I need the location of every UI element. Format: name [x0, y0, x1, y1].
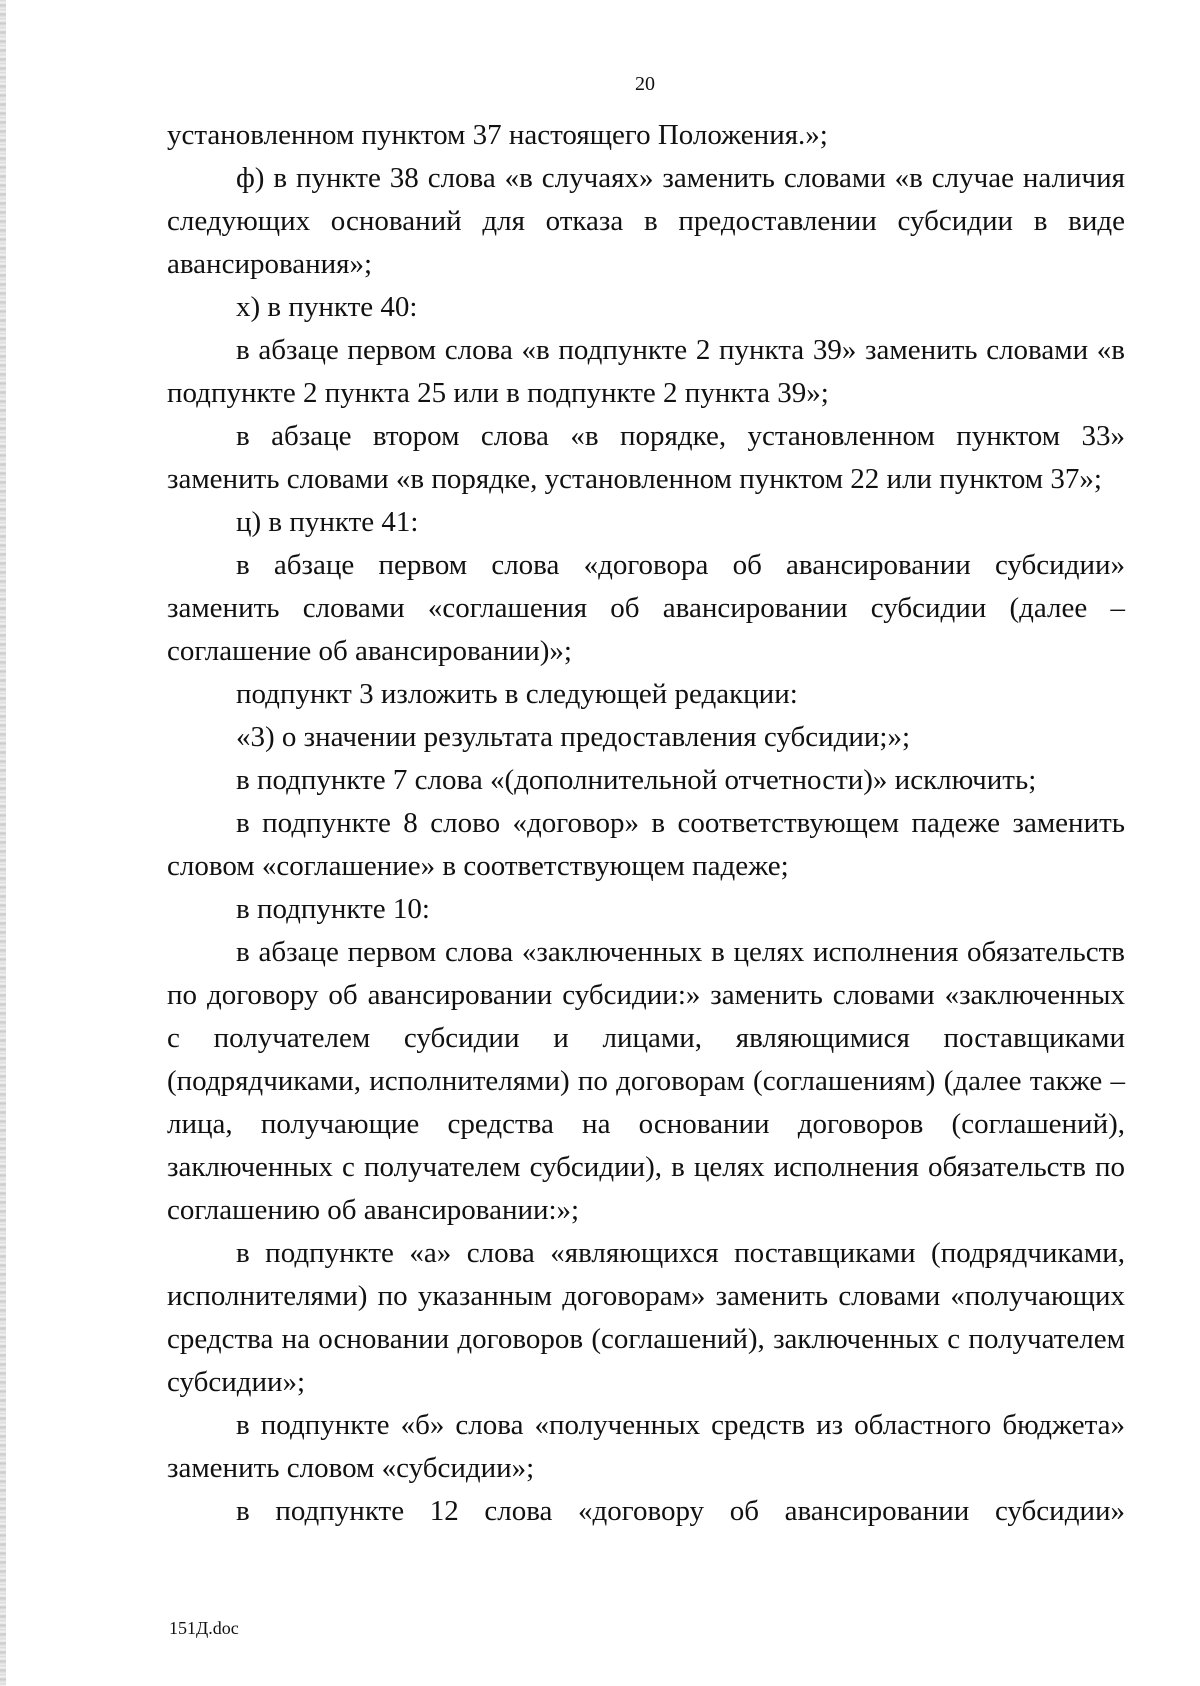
paragraph: ф) в пункте 38 слова «в случаях» заменить словами «в случае наличия следующих оснований для отказа в предоставлении субсидии в виде авансирования»; [167, 162, 1125, 280]
page-number: 20 [635, 73, 655, 95]
paragraph: подпункт 3 изложить в следующей редакции: [236, 678, 798, 710]
paragraph: в подпункте 10: [236, 893, 430, 925]
paragraph: установленном пунктом 37 настоящего Положения.»; [167, 119, 828, 151]
paragraph: в подпункте 12 слова «договору об авансировании субсидии» [236, 1495, 1125, 1527]
scan-edge [0, 0, 6, 1686]
paragraph: в подпункте «а» слова «являющихся поставщиками (подрядчиками, исполнителями) по указанным договорам» заменить словами «получающих средства на основании договоров (соглашений), заключенных с получателем субсидии»; [167, 1237, 1125, 1398]
document-body [167, 114, 1125, 1533]
paragraph: в подпункте «б» слова «полученных средств из областного бюджета» заменить словом «субсидии»; [167, 1409, 1125, 1484]
footer-filename: 151Д.doc [169, 1618, 239, 1638]
paragraph: «3) о значении результата предоставления субсидии;»; [236, 721, 910, 753]
paragraph: ц) в пункте 41: [236, 506, 419, 538]
paragraph: в абзаце втором слова «в порядке, установленном пунктом 33» заменить словами «в порядке, установленном пунктом 22 или пунктом 37»; [167, 420, 1125, 495]
paragraph: в абзаце первом слова «заключенных в целях исполнения обязательств по договору об авансировании субсидии:» заменить словами «заключенных с получателем субсидии и лицами, являющимися поставщиками (подрядчиками, исполнителями) по договорам (соглашениям) (далее также – лица, получающие средства на основании договоров (соглашений), заключенных с получателем субсидии), в целях исполнения обязательств по соглашению об авансировании:»; [167, 936, 1125, 1226]
paragraph: в абзаце первом слова «договора об авансировании субсидии» заменить словами «соглашения об авансировании субсидии (далее – соглашение об авансировании)»; [167, 549, 1125, 667]
paragraph: в абзаце первом слова «в подпункте 2 пункта 39» заменить словами «в подпункте 2 пункта 25 или в подпункте 2 пункта 39»; [167, 334, 1125, 409]
paragraph: х) в пункте 40: [236, 291, 418, 323]
paragraph: в подпункте 7 слова «(дополнительной отчетности)» исключить; [236, 764, 1037, 796]
paragraph: в подпункте 8 слово «договор» в соответствующем падеже заменить словом «соглашение» в соответствующем падеже; [167, 807, 1125, 882]
